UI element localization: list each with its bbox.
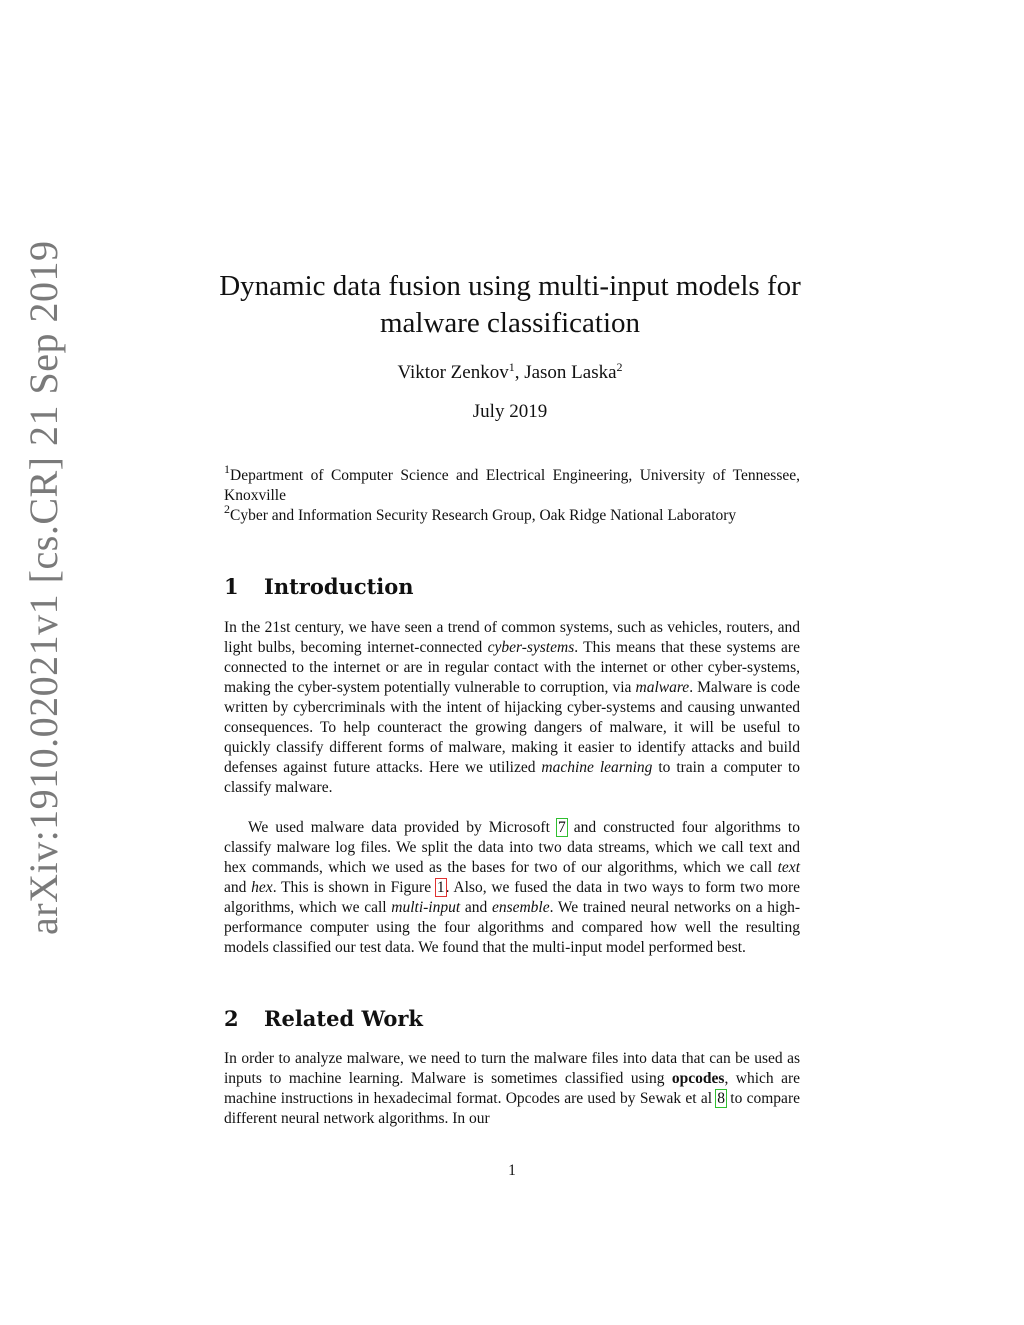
text-run: . We trained neural networks on a high-performance computer using the four algorithms and compared how well the resulting models classified our test data. We found that the multi-input model performed best. [224,899,801,956]
emphasis: malware [635,679,690,696]
text-run: . This is shown in Figure [272,879,436,896]
text-run: . Also, we fused the data in two ways to form two more algorithms, which we call [224,879,800,916]
paper-date: July 2019 [472,401,548,422]
intro-paragraph-1 [224,618,800,798]
emphasis: ensemble [491,899,550,916]
bold-term: opcodes [671,1070,725,1087]
affiliation-2-text: Cyber and Information Security Research Group, Oak Ridge National Laboratory [230,507,737,524]
emphasis: machine learning [541,759,653,776]
related-paragraph-1 [224,1049,800,1129]
affiliation-1 [224,462,800,506]
emphasis: cyber-systems [487,639,575,656]
text-run: In order to analyze malware, we need to turn the malware files into data that can be used as inputs to machine learning. Malware is sometimes classified using [224,1050,800,1087]
author-1: Viktor Zenkov [397,362,509,383]
title-line-1: Dynamic data fusion using multi-input models for [219,270,801,302]
text-run: and [460,899,492,916]
text-run: to train a computer to classify malware. [224,759,800,796]
affiliation-1-text: Department of Computer Science and Electrical Engineering, University of Tennessee, Knoxville [224,467,800,504]
figure-link-1[interactable]: 1 [436,879,445,896]
text-run: . Malware is code written by cybercriminals with the intent of hijacking cyber-systems and causing unwanted consequences. To help counteract the growing dangers of malware, it will be useful to quickly classify different forms of malware, making it easier to identify attacks and build defenses against future attacks. Here we utilized [224,679,800,776]
author-list [210,362,810,384]
affiliation-1-mark: 1 [224,462,230,476]
text-run: and [224,879,252,896]
text-run: and constructed four algorithms to classify malware log files. We split the data into two data streams, which we call text and hex commands, which we used as the bases for two of our algorithms, which we call [224,819,800,876]
author-1-affiliation: 1 [508,360,515,374]
text-run: to compare different neural network algorithms. In our [224,1090,800,1127]
emphasis: multi-input [391,899,461,916]
section-title: Related Work [264,1006,423,1031]
author-2: Jason Laska [524,362,617,383]
affiliation-2-mark: 2 [224,502,230,516]
author-2-affiliation: 2 [616,360,623,374]
intro-paragraph-2 [224,818,800,958]
text-run: We used malware data provided by Microsoft [248,819,557,836]
affiliation-2 [224,502,800,526]
emphasis: hex [251,879,273,896]
title-line-2: malware classification [379,307,641,339]
section-heading-related-work [224,1006,423,1031]
section-heading-introduction [224,574,414,599]
author-separator: , [514,362,525,383]
section-number: 1 [224,574,239,599]
text-run: , which are machine instructions in hexadecimal format. Opcodes are used by Sewak et al [224,1070,800,1107]
text-run: . This means that these systems are connected to the internet or are in regular contact with the internet or other cyber-systems, making the cyber-system potentially vulnerable to corruption, via [224,639,800,696]
page-number: 1 [508,1162,516,1179]
arxiv-side-stamp: arXiv:1910.02021v1 [cs.CR] 21 Sep 2019 [21,240,66,935]
citation-link-8[interactable]: 8 [717,1090,726,1107]
text-run: In the 21st century, we have seen a trend of common systems, such as vehicles, routers, and light bulbs, becoming internet-connected [224,619,800,656]
emphasis: text [777,859,800,876]
section-title: Introduction [264,574,414,599]
paper-title [210,268,810,342]
section-number: 2 [224,1006,239,1031]
citation-link-7[interactable]: 7 [557,819,566,836]
